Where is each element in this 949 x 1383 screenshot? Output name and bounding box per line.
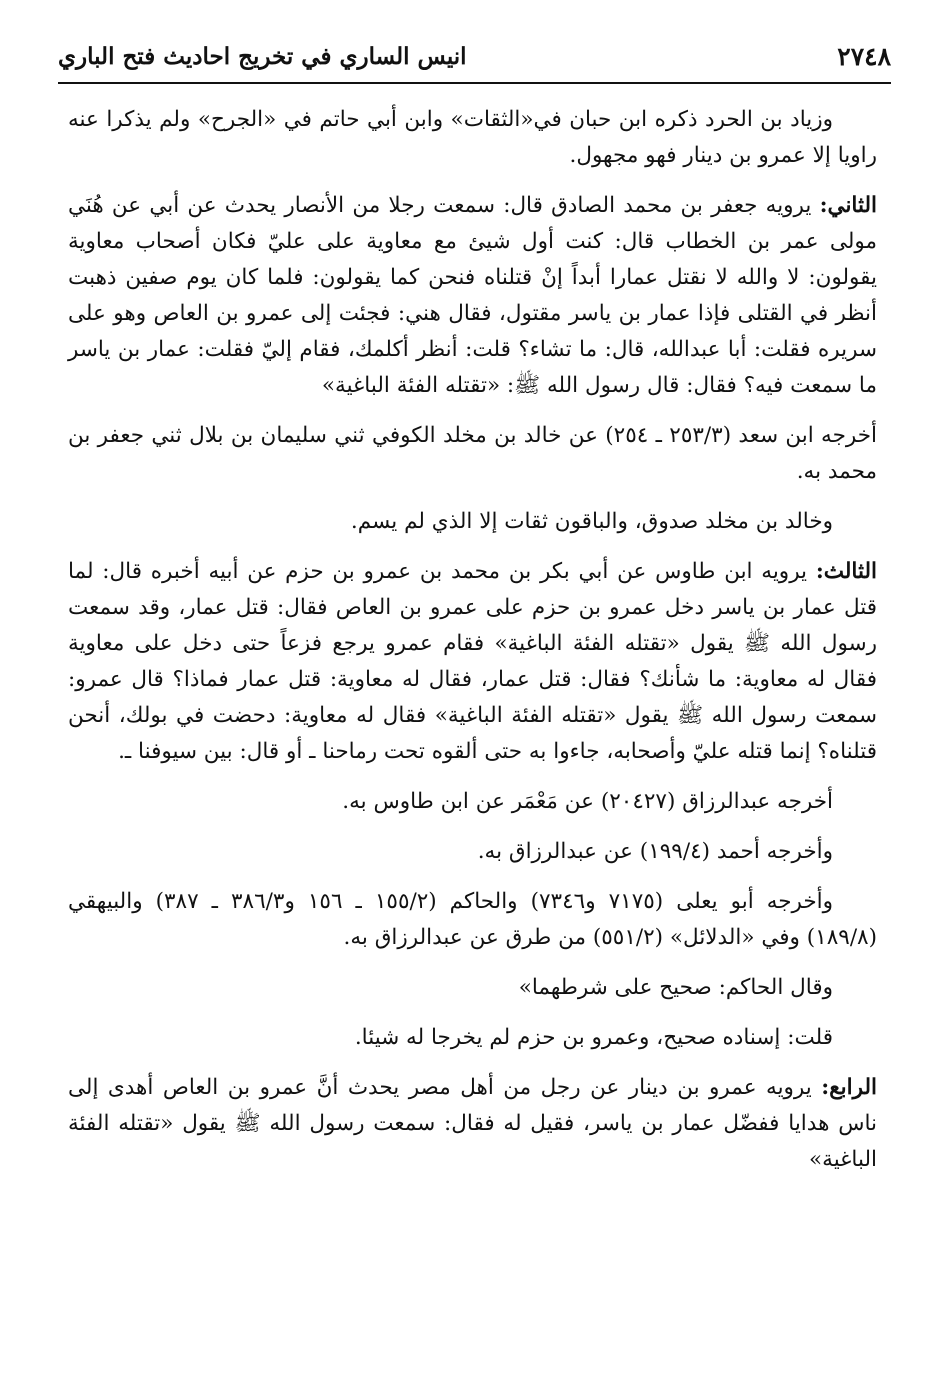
paragraph-text: أخرجه ابن سعد (٢٥٣/٣ ـ ٢٥٤) عن خالد بن مخلد الكوفي ثني سليمان بن بلال ثني جعفر بن محمد به. <box>68 423 877 484</box>
page-number: ٢٧٤٨ <box>837 41 891 71</box>
paragraph-third-narration <box>68 554 877 770</box>
paragraph-text: وزياد بن الحرد ذكره ابن حبان في«الثقات» وابن أبي حاتم في «الجرح» ولم يذكرا عنه راويا إلا عمرو بن دينار فهو مجهول. <box>68 107 877 168</box>
paragraph-ibn-saad <box>68 418 877 490</box>
book-title: انيس الساري في تخريج احاديث فتح الباري <box>58 42 467 70</box>
header-rule <box>58 82 891 84</box>
paragraph-abu-yala <box>68 884 877 956</box>
paragraph-fourth-narration <box>68 1070 877 1178</box>
paragraph-text: أخرجه عبدالرزاق (٢٠٤٢٧) عن مَعْمَر عن ابن طاوس به. <box>342 789 833 814</box>
paragraph-text: يرويه جعفر بن محمد الصادق قال: سمعت رجلا من الأنصار يحدث عن أبي عن هُنَي مولى عمر بن الخطاب قال: كنت أول شيئ مع معاوية على عليّ فكان أصحاب معاوية يقولون: لا والله لا نقتل عمارا أبداً إنْ قتلناه فنحن كما يقولون: فلما كان يوم صفين ذهبت أنظر في القتلى فإذا عمار بن ياسر مقتول، فقال هني: فجئت إلى عمرو بن العاص وهو على سريره فقلت: أبا عبدالله، قال: ما تشاء؟ قلت: أنظر أكلمك، فقام إليّ فقلت: عمار بن ياسر ما سمعت فيه؟ فقال: قال رسول الله ﷺ: «تقتله الفئة الباغية» <box>68 193 877 398</box>
paragraph-second-narration <box>68 188 877 404</box>
paragraph-comment <box>68 1020 877 1056</box>
paragraph-lead: الثالث: <box>815 559 877 584</box>
paragraph-ziyad <box>68 102 877 174</box>
paragraph-hakim <box>68 970 877 1006</box>
paragraph-text: وقال الحاكم: صحيح على شرطهما» <box>518 975 833 1000</box>
paragraph-text: يرويه ابن طاوس عن أبي بكر بن محمد بن عمرو بن حزم عن أبيه أخبره قال: لما قتل عمار بن ياسر دخل عمرو بن حزم على عمرو بن العاص فقال: قتل عمار، وقد سمعت رسول الله ﷺ يقول «تقتله الفئة الباغية» فقام عمرو يرجع فزعاً حتى دخل على معاوية فقال له معاوية: ما شأنك؟ فقال: قتل عمار، فقال له معاوية: قتل عمار فماذا؟ قال عمرو: سمعت رسول الله ﷺ يقول «تقتله الفئة الباغية» فقال له معاوية: دحضت في بولك، أنحن قتلناه؟ إنما قتله عليّ وأصحابه، جاءوا به حتى ألقوه تحت رماحنا ـ أو قال: بين سيوفنا ـ. <box>68 559 877 764</box>
paragraph-text: وأخرجه أحمد (١٩٩/٤) عن عبدالرزاق به. <box>477 839 833 864</box>
paragraph-abdulrazzaq <box>68 784 877 820</box>
paragraph-text: وخالد بن مخلد صدوق، والباقون ثقات إلا الذي لم يسم. <box>350 509 833 534</box>
paragraph-khalid <box>68 504 877 540</box>
paragraph-lead: الثاني: <box>819 193 877 218</box>
running-header <box>58 34 891 78</box>
paragraph-text: يرويه عمرو بن دينار عن رجل من أهل مصر يحدث أنَّ عمرو بن العاص أهدى إلى ناس هدايا ففضّل عمار بن ياسر، فقيل له فقال: سمعت رسول الله ﷺ يقول «تقتله الفئة الباغية» <box>68 1075 877 1172</box>
paragraph-lead: الرابع: <box>821 1075 877 1100</box>
paragraph-text: قلت: إسناده صحيح، وعمرو بن حزم لم يخرجا له شيئا. <box>354 1025 833 1050</box>
page-body <box>68 102 877 1192</box>
paragraph-text: وأخرجه أبو يعلى (٧١٧٥ و٧٣٤٦) والحاكم (١٥٥/٢ ـ ١٥٦ و٣٨٦/٣ ـ ٣٨٧) والبيهقي (١٨٩/٨) وفي «الدلائل» (٥٥١/٢) من طرق عن عبدالرزاق به. <box>68 889 877 950</box>
paragraph-ahmad <box>68 834 877 870</box>
